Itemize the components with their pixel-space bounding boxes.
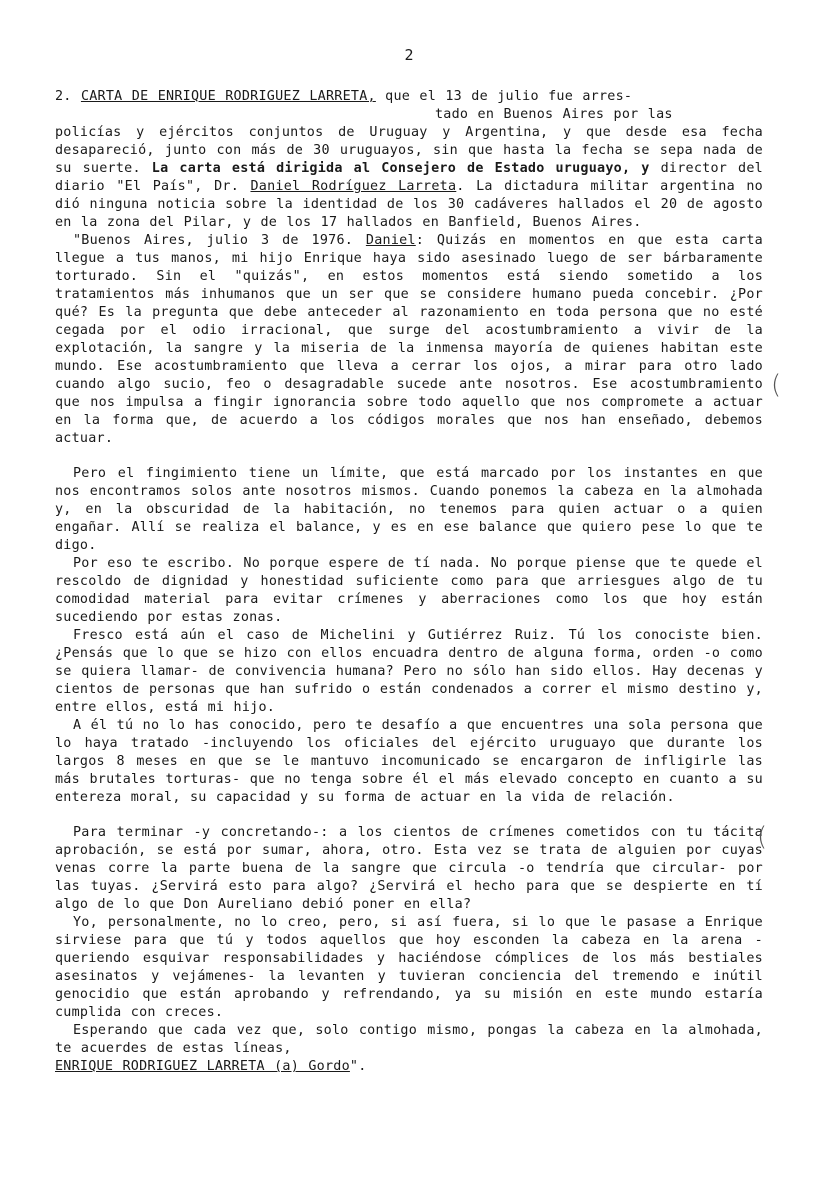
intro-paragraph [55,124,763,232]
document-body [55,88,763,1076]
margin-mark-paren-icon: ( [757,822,768,852]
letter-date: "Buenos Aires, julio 3 de 1976. [73,233,354,248]
letter-paragraph-8: Esperando que cada vez que, solo contigo mismo, pongas la cabeza en la almohada, te acuerdes de estas líneas, [55,1023,763,1056]
intro-text-3: . La dictadura militar argentina no dió ninguna noticia sobre la identidad de los 30 cadáveres hallados el 20 de agosto en la zona del Pilar, y de los 17 hallados en Banfield, Buenos Aires. [55,179,763,230]
intro-text: policías y ejércitos conjuntos de Uruguay y Argentina, y que desde esa fecha desapareció, junto con más de 30 uruguayos, sin que hasta la fecha se sepa nada de su suerte. [55,125,763,176]
section-title: CARTA DE ENRIQUE RODRIGUEZ LARRETA, [80,89,376,104]
section-number: 2. [55,89,72,104]
page-number: 2 [404,46,415,64]
letter-paragraph-2: Pero el fingimiento tiene un límite, que está marcado por los instantes en que nos encontramos solos ante nosotros mismos. Cuando ponemos la cabeza en la almohada y, en la obscuridad de la habitación, no tenemos para quien actuar o a quien engañar. Allí se realiza el balance, y es en ese balance que quiero pese lo que te digo. [55,466,763,553]
intro-bold-text: La carta está dirigida al Consejero de Estado uruguayo, y [151,161,650,176]
heading-continuation: tado en Buenos Aires por las [435,107,673,122]
letter-text: : Quizás en momentos en que esta carta llegue a tus manos, mi hijo Enrique haya sido asesinado luego de ser bárbaramente torturado. Sin el "quizás", en estos momentos está siendo sometido a los tratamientos más inhumanos que un ser que se considere humano pueda concebir. ¿Por qué? Es la pregunta que debe anteceder al razonamiento en toda persona que no esté cegada por el odio irracional, que surge del acostumbramiento a vivir de la explotación, la sangre y la miseria de la inmensa mayoría de quienes habitan este mundo. Ese acostumbramiento que lleva a cerrar los ojos, a mirar para otro lado cuando algo sucio, feo o desagradable sucede ante nosotros. Ese acostumbramiento que nos impulsa a fingir ignorancia sobre todo aquello que nos compromete a actuar en la forma que, de acuerdo a los códigos morales que nos han enseñado, debemos actuar. [55,233,763,446]
letter-paragraph-6: Para terminar -y concretando-: a los cientos de crímenes cometidos con tu tácita aprobación, se está por sumar, ahora, otro. Esta vez se trata de alguien por cuyas venas corre la parte buena de la sangre que circula -o tendría que circular- por las tuyas. ¿Servirá esto para algo? ¿Servirá el hecho para que se despierte en tí algo de lo que Don Aureliano debió poner en ella? [55,825,763,912]
letter-paragraph-3: Por eso te escribo. No porque espere de tí nada. No porque piense que te quede el rescoldo de dignidad y honestidad suficiente como para que arriesgues algo de tu comodidad material para evitar crímenes y aberraciones como los que hoy están sucediendo por estas zonas. [55,556,763,625]
signature: ENRIQUE RODRIGUEZ LARRETA (a) Gordo [55,1059,350,1074]
intro-text-2: director del diario "El País", Dr. [55,161,763,194]
signature-line [55,1058,763,1076]
addressee-name: Daniel Rodríguez Larreta [250,179,457,194]
letter-salutation: Daniel [365,233,416,248]
letter-paragraph-7: Yo, personalmente, no lo creo, pero, si así fuera, si lo que le pasase a Enrique sirviese para que tú y todos aquellos que hoy esconden la cabeza en la arena -queriendo esquivar responsabilidades y haciéndose cómplices de los más bestiales asesinatos y vejámenes- la levanten y tuvieran conciencia del tremendo e inútil genocidio que están aprobando y refrendando, ya su misión en este mundo estaría cumplida con creces. [55,915,763,1020]
letter-paragraph-5: A él tú no lo has conocido, pero te desafío a que encuentres una sola persona que lo haya tratado -incluyendo los oficiales del ejército uruguayo que durante los largos 8 meses en que se le mantuvo incomunicado se encargaron de infligirle las más brutales torturas- que no tenga sobre él el más elevado concepto en cuanto a su entereza moral, su capacidad y su forma de actuar en la vida de relación. [55,718,763,805]
letter-paragraph-4: Fresco está aún el caso de Michelini y Gutiérrez Ruiz. Tú los conociste bien. ¿Pensás que lo que se hizo con ellos encuadra dentro de alguna forma, orden -o como se quiera llamar- de convivencia humana? Pero no sólo han sido ellos. Hay decenas y cientos de personas que han sufrido o están condenados a correr el mismo destino y, entre ellos, está mi hijo. [55,628,763,715]
letter-opening-paragraph [55,232,763,448]
margin-mark-paren-icon: ( [771,370,782,400]
heading-text-1: que el 13 de julio fue arres- [385,89,633,104]
section-heading [55,88,763,106]
signature-end: ". [349,1059,367,1074]
